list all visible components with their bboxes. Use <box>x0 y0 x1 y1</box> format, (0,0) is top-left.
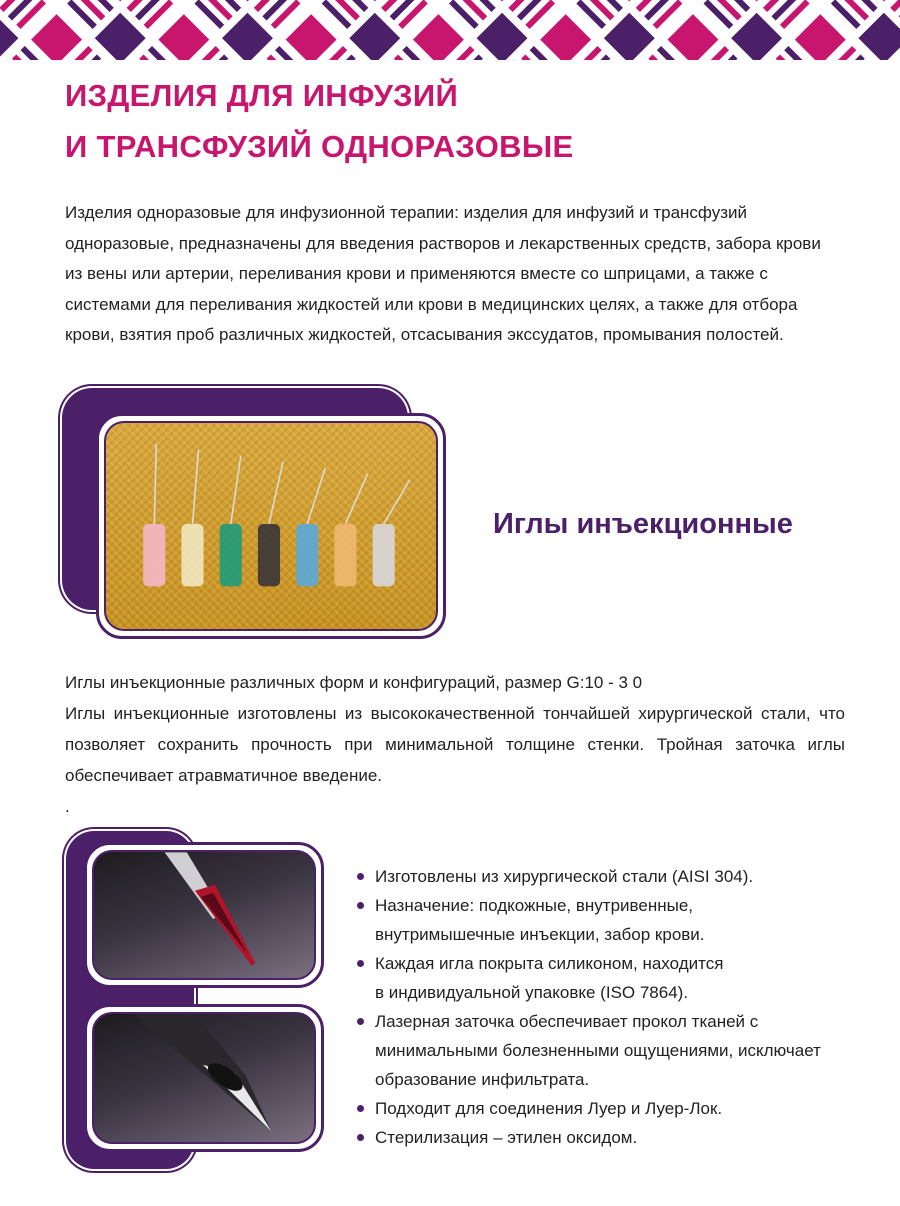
feature-line: Назначение: подкожные, внутривенные, <box>375 896 694 915</box>
feature-line: в индивидуальной упаковке (ISO 7864). <box>375 983 689 1002</box>
needle-bevel-photo <box>92 1012 316 1144</box>
needle-bevel-photo-frame <box>84 1004 324 1152</box>
feature-item <box>355 1123 855 1152</box>
intro-line: крови, взятия проб различных жидкостей, отсасывания экссудатов, промывания полостей. <box>65 325 784 344</box>
needle <box>181 450 203 587</box>
intro-line: системами для переливания жидкостей или крови в медицинских целях, а также для отбора <box>65 294 798 314</box>
feature-item <box>355 891 855 949</box>
feature-item <box>355 1007 855 1094</box>
needle-tip-photo-frame <box>84 842 324 988</box>
decorative-header-pattern <box>0 0 900 60</box>
intro-paragraph <box>65 198 845 351</box>
page-title <box>65 70 573 172</box>
intro-line: Изделия одноразовые для инфузионной терапии: изделия для инфузий и трансфузий <box>65 203 748 222</box>
feature-item <box>355 1094 855 1123</box>
feature-line: Стерилизация – этилен оксидом. <box>375 1128 638 1147</box>
needles-photo-frame <box>96 413 446 639</box>
needles-description <box>65 667 845 822</box>
feature-line: Изготовлены из хирургической стали (AISI 304). <box>375 867 754 886</box>
needle <box>258 462 283 587</box>
intro-line: одноразовые, предназначены для введения растворов и лекарственных средств, забора крови <box>65 233 821 253</box>
feature-line: Каждая игла покрыта силиконом, находится <box>375 954 724 973</box>
needles-illustration <box>106 423 436 629</box>
needle <box>220 456 242 587</box>
needle <box>334 474 367 587</box>
desc-line: Иглы инъекционные изготовлены из высококачественной тончайшей хирургической стали, что <box>65 704 845 723</box>
desc-line: обеспечивает атравматичное введение. <box>65 766 383 785</box>
feature-line: внутримышечные инъекции, забор крови. <box>375 925 705 944</box>
title-line: ИЗДЕЛИЯ ДЛЯ ИНФУЗИЙ <box>65 78 459 113</box>
title-line: И ТРАНСФУЗИЙ ОДНОРАЗОВЫЕ <box>65 129 574 164</box>
features-list <box>355 862 855 1152</box>
desc-line: . <box>65 797 70 816</box>
feature-line: образование инфильтрата. <box>375 1070 590 1089</box>
feature-line: Подходит для соединения Луер и Луер-Лок. <box>375 1099 723 1118</box>
feature-item <box>355 949 855 1007</box>
needle <box>296 468 325 587</box>
needles-photo <box>104 421 438 631</box>
section-heading: Иглы инъекционные <box>493 508 793 540</box>
needle <box>373 480 410 587</box>
intro-line: из вены или артерии, переливания крови и применяются вместе со шприцами, а также с <box>65 264 768 283</box>
needle <box>143 444 165 587</box>
desc-line: позволяет сохранить прочность при минимальной толщине стенки. Тройная заточка иглы <box>65 735 845 754</box>
feature-line: Лазерная заточка обеспечивает прокол тканей с <box>375 1012 759 1031</box>
feature-line: минимальными болезненными ощущениями, исключает <box>375 1041 821 1060</box>
needle-tip-blood-photo <box>92 850 316 980</box>
feature-item <box>355 862 855 891</box>
desc-line: Иглы инъекционные различных форм и конфигураций, размер G:10 - 3 0 <box>65 673 643 692</box>
